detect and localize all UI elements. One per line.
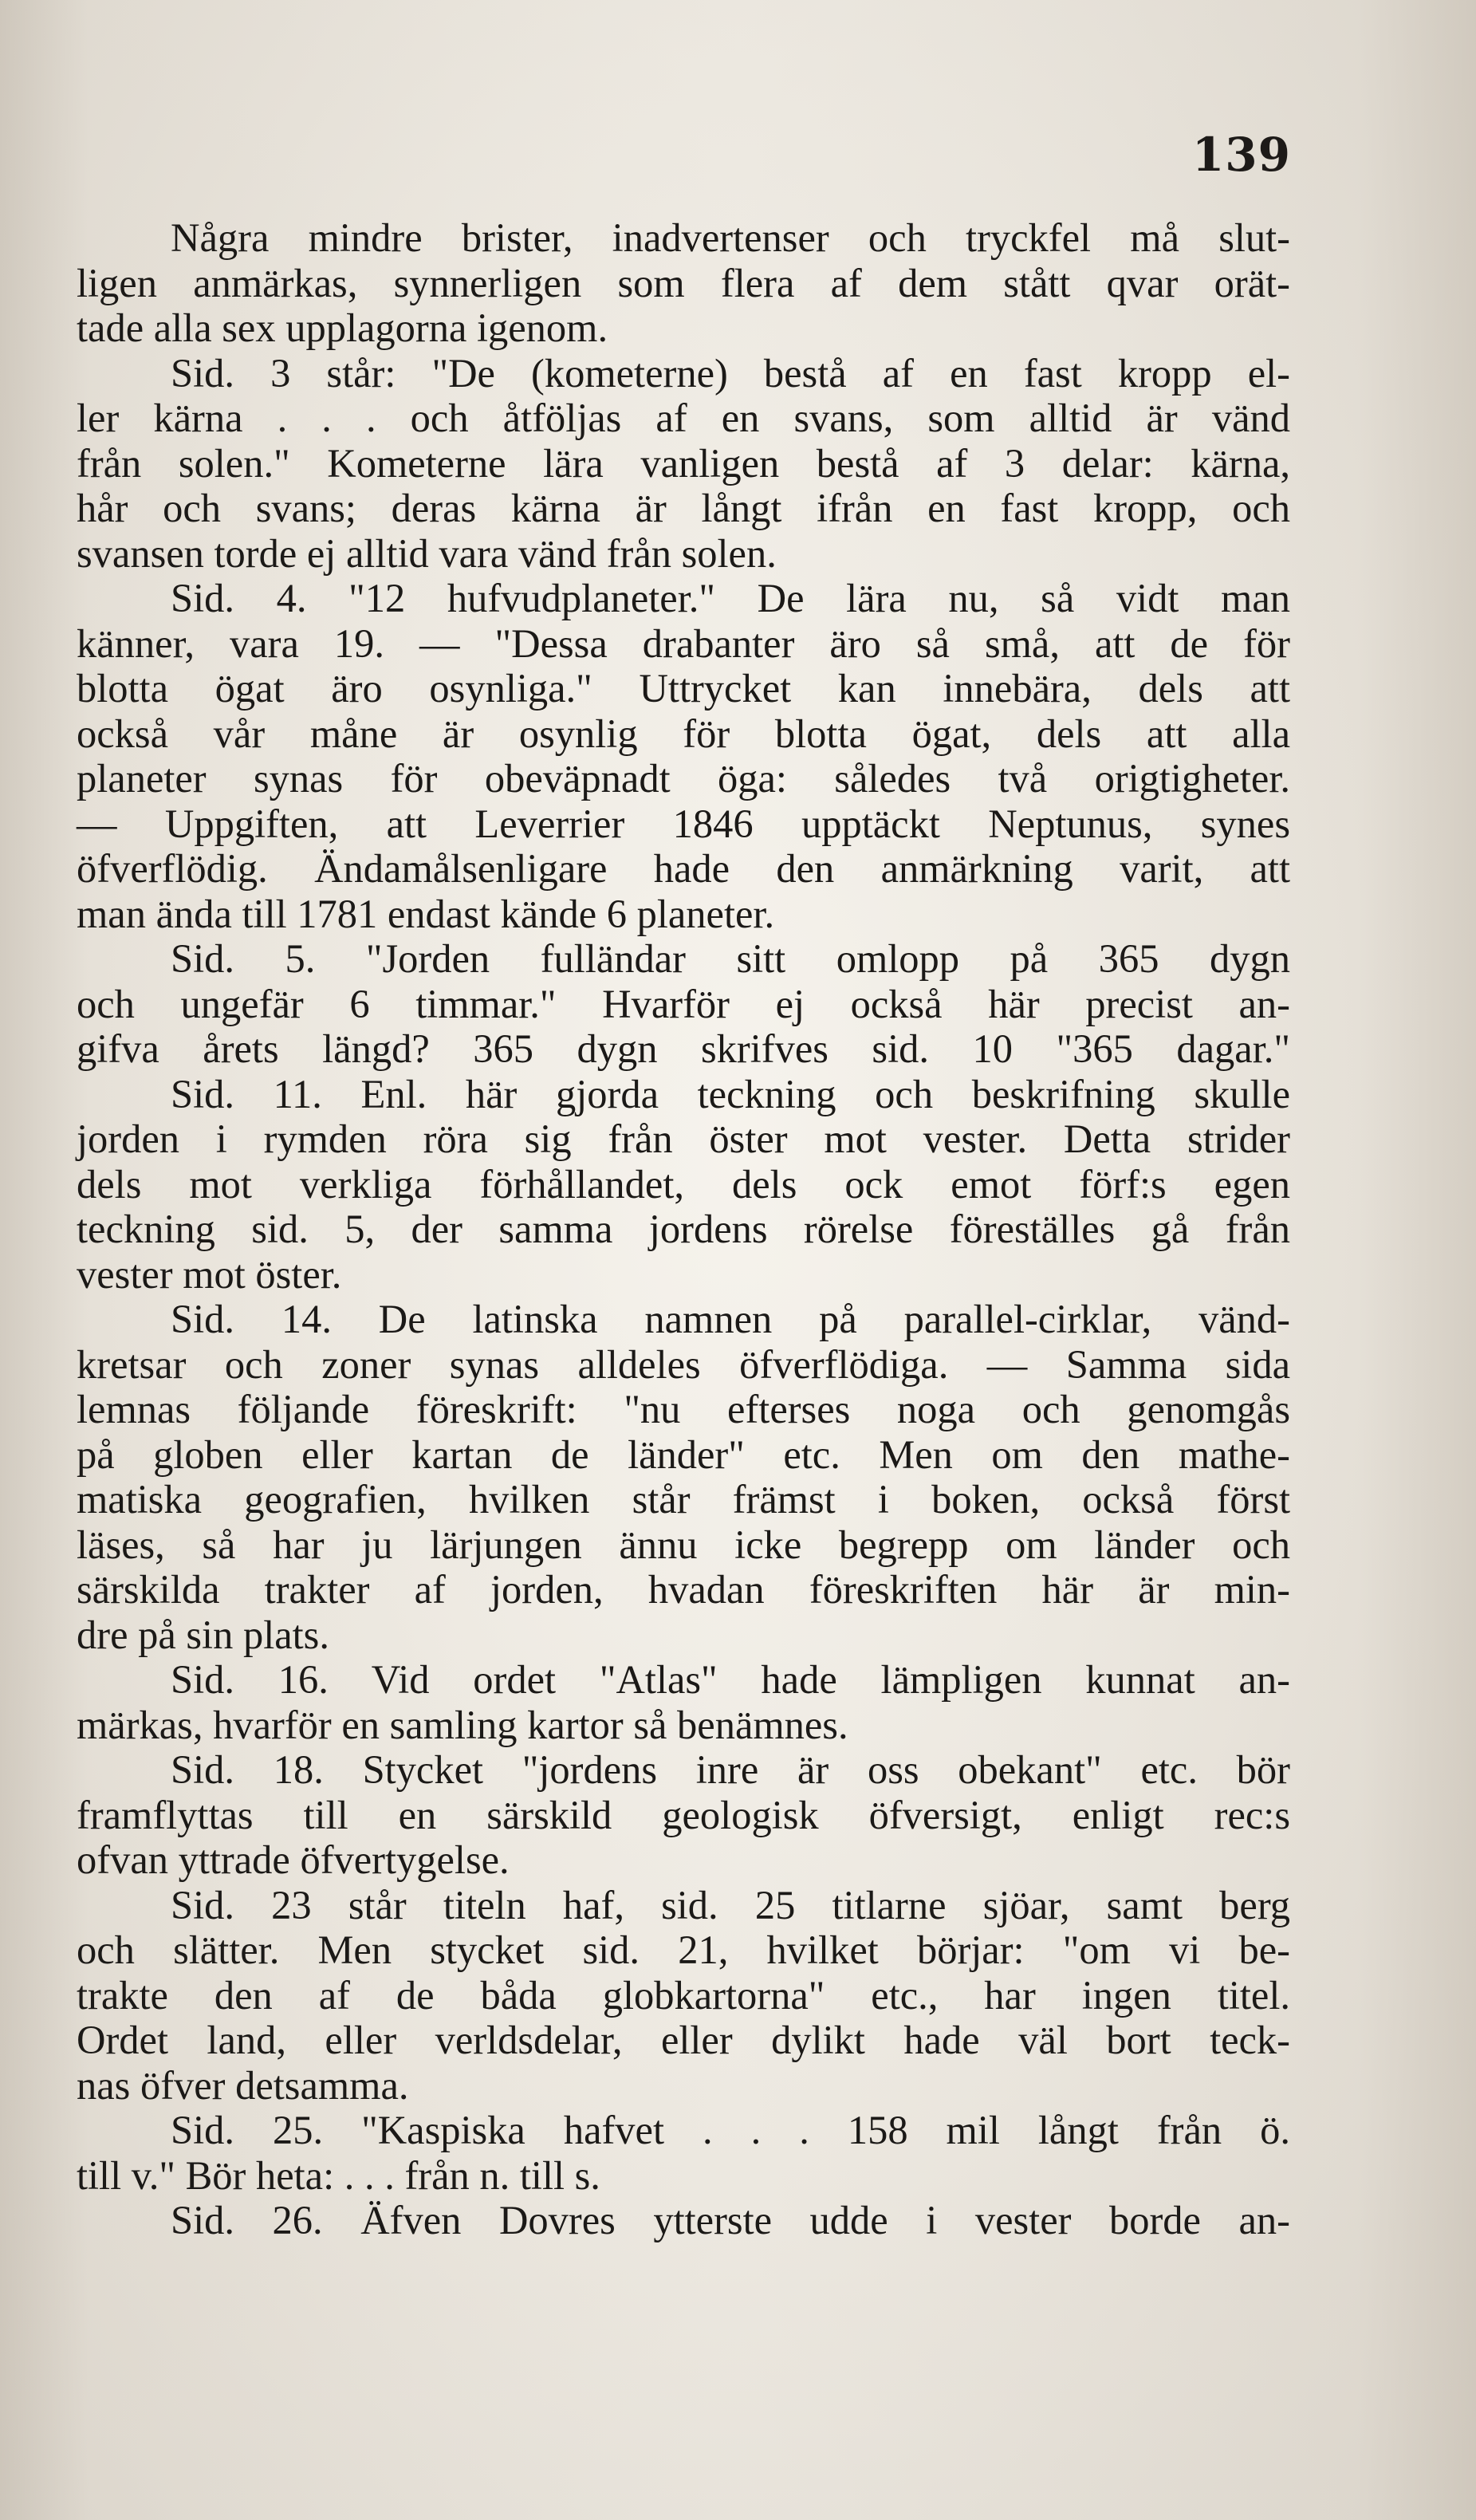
text-line: trakte den af de båda globkartorna" etc., har ingen titel.: [77, 1972, 1290, 2018]
text-line: dels mot verkliga förhållandet, dels ock emot förf:s egen: [77, 1161, 1290, 1207]
text-line: Sid. 5. "Jorden fulländar sitt omlopp på 365 dygn: [171, 936, 1290, 981]
text-line: Sid. 14. De latinska namnen på parallel-cirklar, vänd-: [171, 1297, 1290, 1341]
text-line: svansen torde ej alltid vara vänd från solen.: [77, 530, 777, 576]
text-line: och ungefär 6 timmar." Hvarför ej också här precist an-: [77, 981, 1290, 1026]
text-line: matiska geografien, hvilken står främst i boken, också först: [77, 1477, 1290, 1522]
text-line: öfverflödig. Ändamålsenligare hade den anmärkning varit, att: [77, 846, 1290, 891]
text-line: märkas, hvarför en samling kartor så benämnes.: [77, 1702, 848, 1747]
text-line: jorden i rymden röra sig från öster mot vester. Detta strider: [77, 1116, 1290, 1161]
text-line: hår och svans; deras kärna är långt ifrån en fast kropp, och: [77, 486, 1290, 530]
text-line: Ordet land, eller verldsdelar, eller dylikt hade väl bort teck-: [77, 2018, 1290, 2062]
body-text: [77, 215, 1290, 2243]
text-line: ligen anmärkas, synnerligen som flera af dem stått qvar orät-: [77, 260, 1290, 305]
text-line: dre på sin plats.: [77, 1612, 329, 1657]
text-line: känner, vara 19. — "Dessa drabanter äro så små, att de för: [77, 620, 1290, 666]
text-line: på globen eller kartan de länder" etc. Men om den mathe-: [77, 1431, 1290, 1477]
text-line: särskilda trakter af jorden, hvadan föreskriften här är min-: [77, 1567, 1290, 1612]
text-line: ofvan yttrade öfvertygelse.: [77, 1837, 510, 1882]
text-line: också vår måne är osynlig för blotta ögat, dels att alla: [77, 711, 1290, 756]
text-line: och slätter. Men stycket sid. 21, hvilket börjar: "om vi be-: [77, 1927, 1290, 1972]
text-line: till v." Bör heta: . . . från n. till s.: [77, 2152, 600, 2198]
text-line: Sid. 3 står: "De (kometerne) bestå af en fast kropp el-: [171, 350, 1290, 396]
text-line: vester mot öster.: [77, 1251, 342, 1297]
page-number: 139: [1191, 128, 1291, 182]
text-line: Några mindre brister, inadvertenser och tryckfel må slut-: [171, 215, 1290, 260]
text-line: nas öfver detsamma.: [77, 2062, 409, 2108]
text-line: Sid. 26. Äfven Dovres ytterste udde i vester borde an-: [171, 2198, 1290, 2242]
text-line: ler kärna . . . och åtföljas af en svans, som alltid är vänd: [77, 396, 1290, 440]
text-line: kretsar och zoner synas alldeles öfverflödiga. — Samma sida: [77, 1341, 1290, 1387]
text-line: Sid. 23 står titeln haf, sid. 25 titlarne sjöar, samt berg: [171, 1882, 1290, 1927]
text-line: tade alla sex upplagorna igenom.: [77, 305, 608, 350]
text-line: gifva årets längd? 365 dygn skrifves sid. 10 "365 dagar.": [77, 1026, 1290, 1071]
text-line: från solen." Kometerne lära vanligen bestå af 3 delar: kärna,: [77, 440, 1290, 486]
text-line: man ända till 1781 endast kände 6 planeter.: [77, 891, 775, 936]
text-line: teckning sid. 5, der samma jordens rörelse föreställes gå från: [77, 1207, 1290, 1251]
text-line: Sid. 25. "Kaspiska hafvet . . . 158 mil långt från ö.: [171, 2108, 1290, 2152]
text-line: blotta ögat äro osynliga." Uttrycket kan innebära, dels att: [77, 666, 1290, 711]
text-line: planeter synas för obeväpnadt öga: således två origtigheter.: [77, 756, 1290, 801]
text-line: Sid. 4. "12 hufvudplaneter." De lära nu, så vidt man: [171, 576, 1290, 620]
text-line: Sid. 16. Vid ordet "Atlas" hade lämpligen kunnat an-: [171, 1657, 1290, 1702]
text-line: framflyttas till en särskild geologisk öfversigt, enligt rec:s: [77, 1792, 1290, 1837]
text-line: Sid. 18. Stycket "jordens inre är oss obekant" etc. bör: [171, 1747, 1290, 1792]
text-line: lemnas följande föreskrift: "nu efterses noga och genomgås: [77, 1387, 1290, 1431]
text-line: läses, så har ju lärjungen ännu icke begrepp om länder och: [77, 1522, 1290, 1567]
text-line: Sid. 11. Enl. här gjorda teckning och beskrifning skulle: [171, 1071, 1290, 1116]
text-line: — Uppgiften, att Leverrier 1846 upptäckt Neptunus, synes: [77, 801, 1290, 846]
